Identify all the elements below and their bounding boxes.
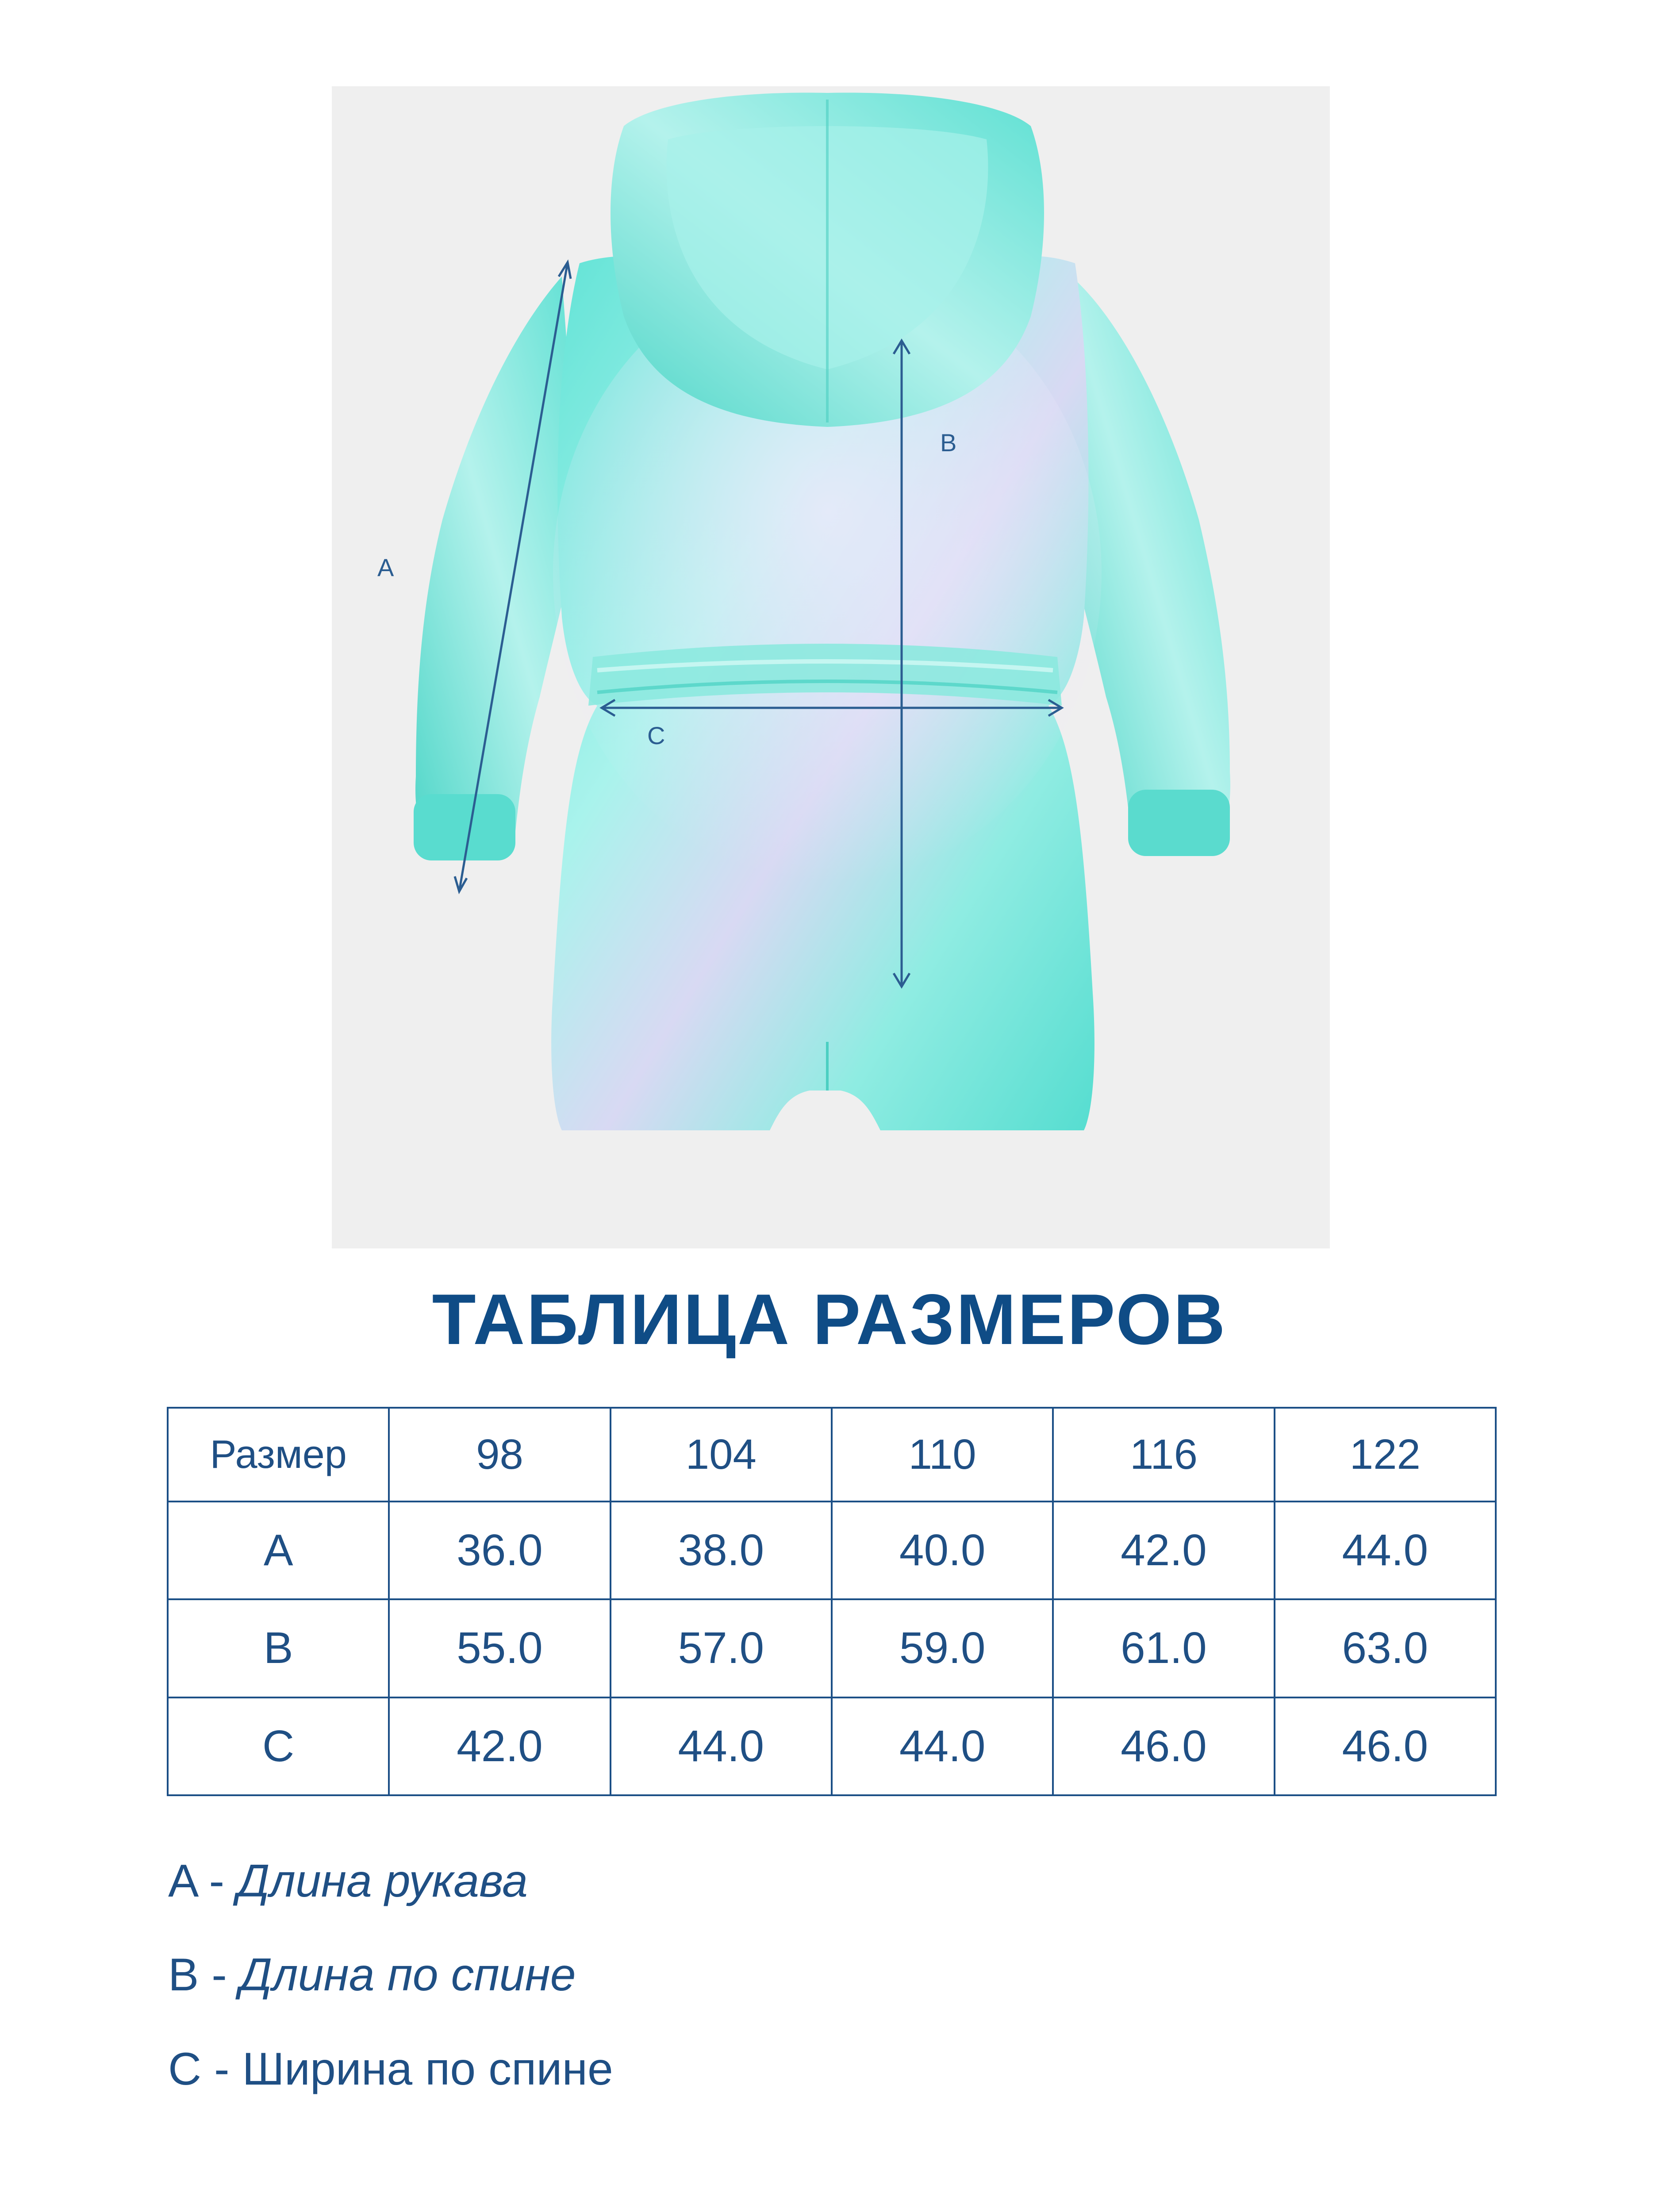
table-header-cell: 104: [611, 1408, 832, 1502]
legend-item-b: [168, 1949, 576, 2001]
legend-text: Длина рукава: [237, 1855, 528, 1907]
table-cell: 57.0: [611, 1599, 832, 1697]
table-cell: 59.0: [832, 1599, 1053, 1697]
table-cell: 63.0: [1275, 1599, 1496, 1697]
jacket-illustration: [332, 86, 1330, 1248]
table-row: [168, 1697, 1496, 1795]
table-cell: 44.0: [611, 1697, 832, 1795]
table-cell: 46.0: [1053, 1697, 1274, 1795]
label-c: C: [647, 722, 665, 749]
table-cell: B: [168, 1599, 389, 1697]
size-table: [167, 1407, 1497, 1796]
table-header-cell: 122: [1275, 1408, 1496, 1502]
left-cuff: [414, 794, 515, 860]
table-cell: 36.0: [389, 1502, 610, 1599]
legend-key: B -: [168, 1949, 240, 2001]
table-header-cell: 98: [389, 1408, 610, 1502]
table-cell: 40.0: [832, 1502, 1053, 1599]
table-header-cell: Размер: [168, 1408, 389, 1502]
table-header-cell: 110: [832, 1408, 1053, 1502]
right-cuff: [1128, 790, 1230, 856]
table-header-row: [168, 1408, 1496, 1502]
table-cell: 61.0: [1053, 1599, 1274, 1697]
table-row: [168, 1599, 1496, 1697]
table-cell: 38.0: [611, 1502, 832, 1599]
table-cell: 55.0: [389, 1599, 610, 1697]
table-header-cell: 116: [1053, 1408, 1274, 1502]
table-cell: A: [168, 1502, 389, 1599]
table-cell: 46.0: [1275, 1697, 1496, 1795]
legend-item-a: [168, 1855, 528, 1907]
table-cell: 42.0: [1053, 1502, 1274, 1599]
table-cell: C: [168, 1697, 389, 1795]
legend-key: C -: [168, 2043, 242, 2095]
table-cell: 42.0: [389, 1697, 610, 1795]
table-row: [168, 1502, 1496, 1599]
table-cell: 44.0: [832, 1697, 1053, 1795]
legend-text: Ширина по спине: [242, 2043, 613, 2095]
legend-item-c: [168, 2043, 613, 2095]
product-photo: [332, 86, 1330, 1248]
legend-key: A -: [168, 1855, 238, 1907]
legend-text: Длина по спине: [239, 1949, 576, 2001]
label-a: A: [377, 553, 394, 581]
label-b: B: [940, 429, 957, 457]
table-cell: 44.0: [1275, 1502, 1496, 1599]
page-title: ТАБЛИЦА РАЗМЕРОВ: [432, 1279, 1227, 1359]
